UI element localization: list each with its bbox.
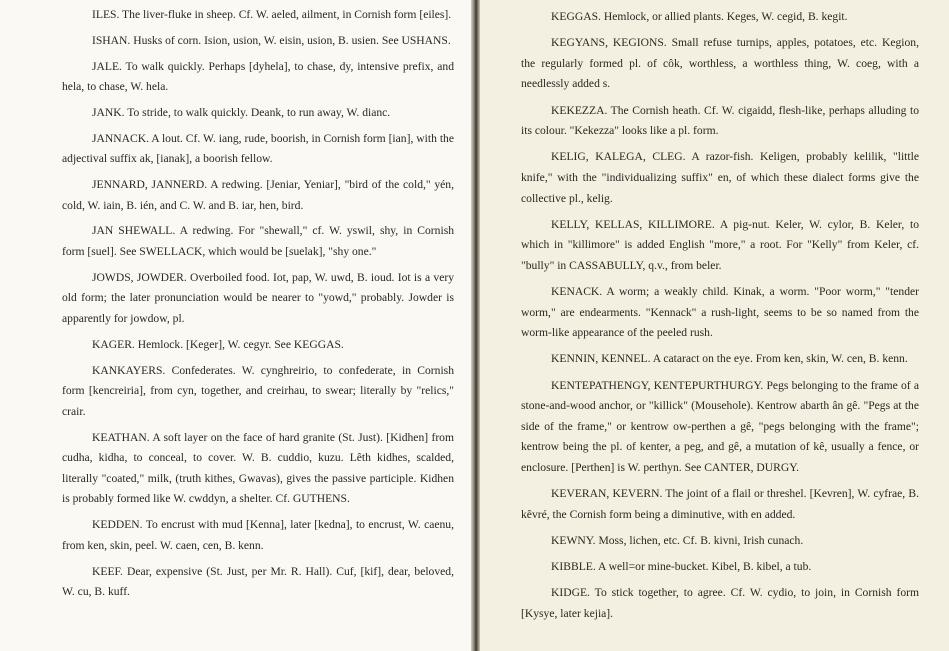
entry-kentepathengy: KENTEPATHENGY, KENTEPURTHURGY. Pegs belonging to the frame of a stone-and-wood anchor, or "killick" (Mousehole). Kentrow abarth ân gê. "Pegs at the side of the frame," or kentrow ow-perthen a gê, "pegs belonging with the frame"; kentrow being the pl. of kenter, a peg, and gê, a mutation of kê, usually a fence, or enclosure. [Perthen] is W. perthyn. See CANTER, DURGY.	[521, 378, 919, 475]
entry-jank: JANK. To stride, to walk quickly. Deank, to run away, W. dianc.	[92, 105, 391, 119]
entry-kekezza: KEKEZZA. The Cornish heath. Cf. W. cigaidd, flesh-like, perhaps alluding to its colour. "Kekezza" looks like a pl. form.	[521, 103, 919, 138]
entry-jan-shewall: JAN SHEWALL. A redwing. For "shewall," cf. W. yswil, shy, in Cornish form [suel]. See SWELLACK, which would be [suelak], "shy one."	[62, 224, 454, 259]
entry-keggas: KEGGAS. Hemlock, or allied plants. Keges, W. cegid, B. kegit.	[551, 10, 848, 23]
entry-iles: ILES. The liver-fluke in sheep. Cf. W. aeled, ailment, in Cornish form [eiles].	[92, 8, 452, 21]
entry-kibble: KIBBLE. A well=or mine-bucket. Kibel, B. kibel, a tub.	[551, 560, 812, 574]
entry-kedden: KEDDEN. To encrust with mud [Kenna], later [kedna], to encrust, W. caenu, from ken, skin, peel. W. caen, cen, B. kenn.	[62, 518, 454, 552]
page-gutter	[471, 0, 480, 651]
entry-keathan: KEATHAN. A soft layer on the face of hard granite (St. Just). [Kidhen] from cudha, kidha, to conceal, to cover. W. B. cuddio, kuzu. Lêth kidhes, scalded, literally "coated," milk, (truth kithes, Gwavas), gives the passive participle. Kidhen is probably formed like W. cwddyn, a shelter. Cf. GUTHENS.	[62, 430, 454, 506]
left-page	[0, 0, 471, 651]
entry-kager: KAGER. Hemlock. [Keger], W. cegyr. See KEGGAS.	[92, 337, 344, 351]
entry-kegyans: KEGYANS, KEGIONS. Small refuse turnips, apples, potatoes, etc. Kegion, the regularly formed pl. of côk, worthless, a worthless thing, W. coeg, with a needlessly added s.	[521, 36, 919, 91]
entry-kennin: KENNIN, KENNEL. A cataract on the eye. From ken, skin, W. cen, B. kenn.	[551, 352, 908, 366]
entry-ishan: ISHAN. Husks of corn. Ision, usion, W. eisin, usion, B. usien. See USHANS.	[92, 33, 451, 47]
entry-keef: KEEF. Dear, expensive (St. Just, per Mr. R. Hall). Cuf, [kif], dear, beloved, W. cu, B. kuff.	[62, 564, 454, 599]
entry-jannack: JANNACK. A lout. Cf. W. iang, rude, boorish, in Cornish form [ian], with the adjectival suffix ak, [ianak], a boorish fellow.	[62, 131, 454, 166]
entry-kelig: KELIG, KALEGA, CLEG. A razor-fish. Keligen, probably kelilik, "little knife," with the "individualizing suffix" en, of which these dialect forms give the collective pl., kelig.	[521, 150, 919, 205]
entry-kewny: KEWNY. Moss, lichen, etc. Cf. B. kivni, Irish cunach.	[551, 534, 804, 547]
entry-kidge: KIDGE. To stick together, to agree. Cf. W. cydio, to join, in Cornish form [Kysye, later kejia].	[521, 586, 919, 620]
entry-jowds: JOWDS, JOWDER. Overboiled food. Iot, pap, W. uwd, B. ioud. Iot is a very old form; the later pronunciation would be nearer to "yowd," probably. Jowder is apparently for jowdow, pl.	[62, 270, 454, 326]
entry-kelly: KELLY, KELLAS, KILLIMORE. A pig-nut. Keler, W. cylor, B. Keler, to which in "killimore" is added English "more," a root. For "Kelly" from Keler, cf. "bully" in CASSABULLY, q.v., from beler.	[521, 217, 919, 272]
entry-jale: JALE. To walk quickly. Perhaps [dyhela], to chase, dy, intensive prefix, and hela, to chase, W. hela.	[62, 59, 454, 94]
entry-kankayers: KANKAYERS. Confederates. W. cynghreirio, to confederate, in Cornish form [kencreiria], from cyn, together, and creirhau, to swear; literally by "relics," crair.	[62, 363, 454, 418]
right-page	[480, 0, 949, 651]
entry-keveran: KEVERAN, KEVERN. The joint of a flail or threshel. [Kevren], W. cyfrae, B. kêvré, the Cornish form being a diminutive, with en added.	[521, 487, 919, 521]
entry-kenack: KENACK. A worm; a weakly child. Kinak, a worm. "Poor worm," "tender worm," are endearments. "Kennack" a rush-light, seems to be so named from the worm-like appearance of the peeled rush.	[521, 285, 919, 340]
entry-jennard: JENNARD, JANNERD. A redwing. [Jeniar, Yeniar], "bird of the cold," yén, cold, W. iain, B. ién, and C. W. and B. iar, hen, bird.	[62, 178, 454, 212]
